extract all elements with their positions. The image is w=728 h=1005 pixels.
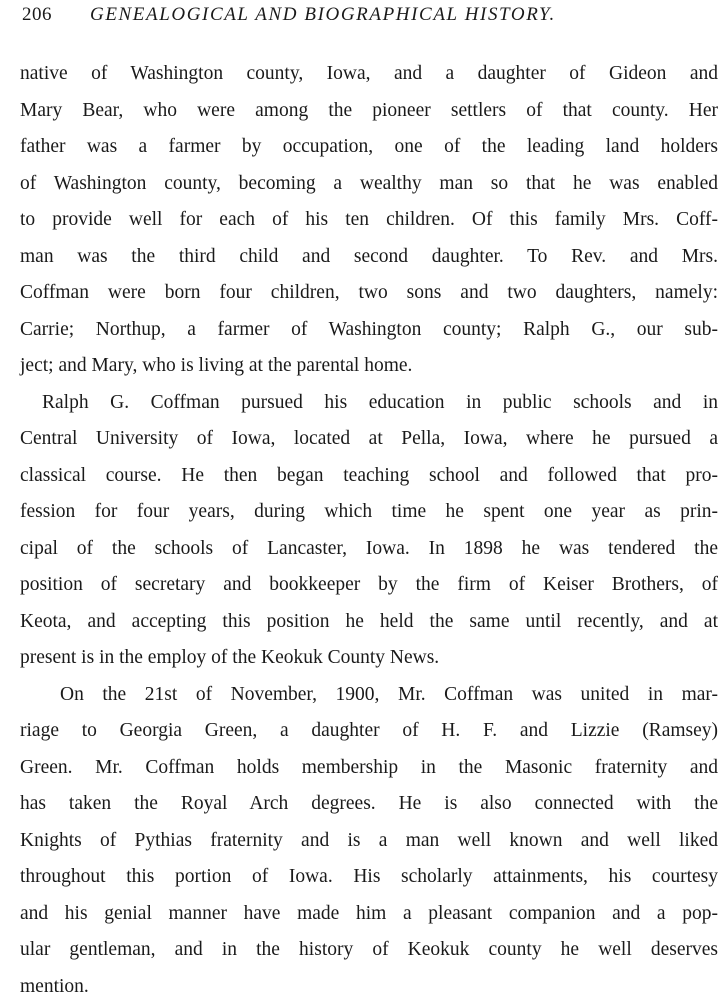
text-line: classical course. He then began teaching school and followed that pro- [20, 458, 718, 495]
text-line: Central University of Iowa, located at Pella, Iowa, where he pursued a [20, 421, 718, 458]
text-line: cipal of the schools of Lancaster, Iowa. In 1898 he was tendered the [20, 531, 718, 568]
running-title: GENEALOGICAL AND BIOGRAPHICAL HISTORY. [90, 4, 556, 26]
text-line: position of secretary and bookkeeper by the firm of Keiser Brothers, of [20, 567, 718, 604]
text-line: fession for four years, during which time he spent one year as prin- [20, 494, 718, 531]
text-line: and his genial manner have made him a pleasant companion and a pop- [20, 896, 718, 933]
text-line: Coffman were born four children, two sons and two daughters, namely: [20, 275, 718, 312]
text-line: present is in the employ of the Keokuk County News. [20, 640, 718, 677]
running-header [22, 4, 722, 34]
text-line: On the 21st of November, 1900, Mr. Coffman was united in mar- [20, 677, 718, 714]
text-line: native of Washington county, Iowa, and a daughter of Gideon and [20, 56, 718, 93]
text-line: Ralph G. Coffman pursued his education in public schools and in [20, 385, 718, 422]
text-line: has taken the Royal Arch degrees. He is also connected with the [20, 786, 718, 823]
text-line: Knights of Pythias fraternity and is a man well known and well liked [20, 823, 718, 860]
text-line: Keota, and accepting this position he held the same until recently, and at [20, 604, 718, 641]
text-line: mention. [20, 969, 718, 1005]
text-line: man was the third child and second daughter. To Rev. and Mrs. [20, 239, 718, 276]
body-text [20, 56, 718, 1005]
text-line: throughout this portion of Iowa. His scholarly attainments, his courtesy [20, 859, 718, 896]
text-line: Mary Bear, who were among the pioneer settlers of that county. Her [20, 93, 718, 130]
text-line: ular gentleman, and in the history of Keokuk county he well deserves [20, 932, 718, 969]
paragraph-3 [20, 677, 718, 1005]
paragraph-1 [20, 56, 718, 385]
text-line: riage to Georgia Green, a daughter of H. F. and Lizzie (Ramsey) [20, 713, 718, 750]
paragraph-2 [20, 385, 718, 677]
text-line: Carrie; Northup, a farmer of Washington county; Ralph G., our sub- [20, 312, 718, 349]
text-line: of Washington county, becoming a wealthy man so that he was enabled [20, 166, 718, 203]
text-line: father was a farmer by occupation, one of the leading land holders [20, 129, 718, 166]
text-line: to provide well for each of his ten children. Of this family Mrs. Coff- [20, 202, 718, 239]
text-line: Green. Mr. Coffman holds membership in the Masonic fraternity and [20, 750, 718, 787]
page-number: 206 [22, 4, 52, 26]
text-line: ject; and Mary, who is living at the parental home. [20, 348, 718, 385]
